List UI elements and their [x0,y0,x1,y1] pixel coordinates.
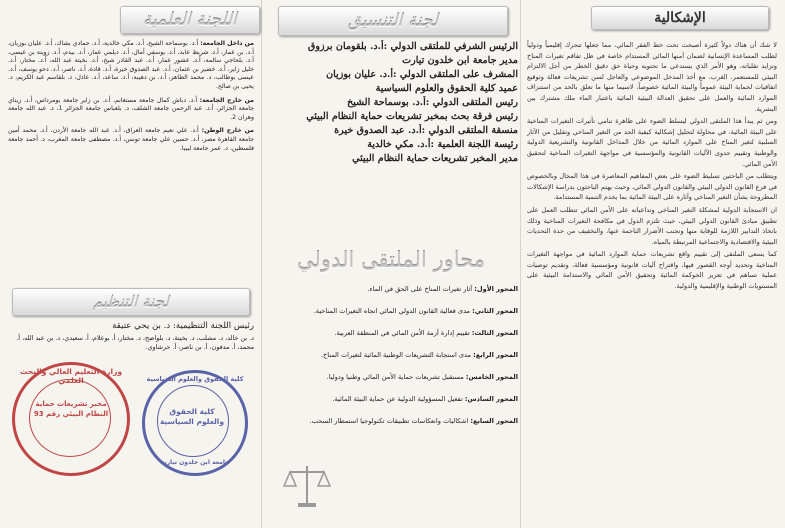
problematic-text [527,40,777,294]
scientific-group [8,97,254,123]
scientific-group-members: أ.د. علي نعيم جامعة العراق، أ.د. عبد الله جامعة الأردن، أ.د. محمد أمين جامعة القاهرة مصر، أ.د. حسين علي جامعة تونس، أ.د. مصطفى جامعة المغرب، د. أحمد جامعة فلسطين، د. عمر جامعة ليبيا. [8,127,254,152]
axis-item [266,416,518,426]
faculty-stamp [142,370,248,476]
stamp-ring-text: كلية الحقوق والعلوم السياسية [146,375,244,383]
organizing-chair: رئيس اللجنة التنظيمية: د. بن يحي عتيقة [112,321,254,331]
axis-item [266,372,518,382]
axes-heading: محاور الملتقى الدولي [297,248,485,272]
coordination-heading: لجنة التنسيق [347,11,439,31]
axes-list [266,284,518,438]
problematic-paragraph: ان الاستجابة الدولية لمشكلة التغير المناخي وتداعياته على الأمن المائي تتطلب العمل على تطبيق مبادئ القانون الدولي البيئي، حيث تلتزم الدول في مكافحة التغيرات المناخية وذلك باتخاذ التدابير اللازمة للوقاية منها وتجنب الأضرار الناجمة عنها، والتخفيف من حدة التحديات البيئية والاقتصادية والاجتماعية المرتبطة بالمياه. [527,205,777,246]
axis-label: المحور الثالث: [471,329,518,337]
coordination-line: مدير المخبر تشريعات حماية النظام البيئي [352,153,518,164]
scientific-heading: اللجنة العلمية [143,10,237,30]
coordination-line: الرئيس الشرفي للملتقى الدولي :أ.د. بلقومان برزوق [307,41,518,52]
coordination-line: المشرف على الملتقى الدولي :أ.د. عليان بوزيان [326,69,518,80]
problematic-paragraph: كما يسعى الملتقى إلى تقييم واقع تشريعات حماية الموارد المائية في مواجهة التغيرات المناخية وتحديد أوجه القصور فيها، واقتراح آليات قانونية ومؤسسية فعالة، وتقديم توصيات عملية تساهم في تعزيز الحوكمة المائية وتحقيق الأمن المائي والاستدامة البيئية على المستويات الوطنية والإقليمية والدولية. [527,250,777,291]
scientific-group-label: من خارج الجامعة: [199,96,255,104]
organizing-committee [8,322,254,352]
axis-label: المحور الرابع: [473,351,518,359]
committees-column [0,0,261,528]
axis-label: المحور الثاني: [472,307,518,315]
axis-text: تفعيل المسؤولية الدولية عن حماية البيئة المائية. [332,395,463,403]
axis-text: تقييم إدارة أزمة الأمن المائي في المنطقة العربية. [334,329,470,337]
scientific-group-label: من داخل الجامعة: [200,40,254,47]
coordination-line: رئيس الملتقى الدولي :أ.د. بوسماحة الشيخ [347,97,518,108]
scientific-group [8,127,254,153]
stamp-center-text: مخبر تشريعات حماية النظام البيئي رقم 93 [33,400,109,418]
axis-label: المحور الخامس: [465,373,518,381]
axis-text: اشكاليات وانعكاسات تطبيقات تكنولوجيا استمطار السحب. [309,417,469,425]
scales-of-justice-icon [282,460,332,510]
axis-item [266,328,518,338]
coordination-line: مدير جامعة ابن خلدون تيارت [402,55,518,66]
problematic-heading: الإشكالية [654,10,706,26]
coordination-line: رئيس فرقة بحث بمخبر تشريعات حماية النظام البيئي [306,111,518,122]
scientific-group-members: أ.د. بوسماحة الشيخ، أ.د. مكي خالدية، أ.د. حمادي بشاك، أ.د. عليان بوزيان، أ.د. بن عمار، أ.د. شريط عابد، أ.د. يوسفي أمال، أ.د. ديلمي عمار، أ.د. بيدم، أ.د. زوينة بن عيسى، أ.د. بلحاجي سالمة، أ.د. عشور عمار، أ.د. عبد القادر شيخ، أ.د. بخيتة عبد الله، أ.د. مختار، أ.د. خليل زاير، أ.د. خضير بن عثمان، أ.د. عبد الصدوق خيرة، أ.د. قادة، أ.د. ناصر، أ.د. دحو يوسف، أ.د. عيسى بوطالب، د. محمد الطاهر، أ.د. بن دهيبة، أ.د. ساعد، أ.د. عادل، د. بلقاسم عبد الكريم، د. يحيى بن صالح. [8,40,254,90]
axis-label: المحور السابع: [470,417,518,425]
problematic-column [521,0,785,528]
axis-label: المحور الأول: [474,285,518,293]
axis-text: مستقبل تشريعات حماية الأمن المائي وطنيا ودوليا. [326,373,464,381]
coordination-list [266,40,518,166]
axis-text: آثار تغيرات المناخ على الحق في الماء. [367,285,473,293]
coordination-heading-box [278,6,508,36]
coordination-line: عميد كلية الحقوق والعلوم السياسية [375,83,518,94]
organizing-heading-box [12,288,250,316]
organizing-heading: لجنة التنظيم [92,293,170,311]
axis-text: مدى استجابة التشريعات الوطنية المائية لتغيرات المناخ. [320,351,472,359]
problematic-heading-box [591,6,769,30]
stamp-center-text: كلية الحقوق والعلوم السياسية [159,407,225,426]
axis-label: المحور السادس: [464,395,518,403]
stamp-bottom-text: جامعة ابن خلدون تيارت [160,459,230,466]
axis-item [266,284,518,294]
axis-item [266,306,518,316]
axis-item [266,350,518,360]
problematic-paragraph: ويتطلب من الباحثين تسليط الضوء على بعض المفاهيم المعاصرة في هذا المجال وبالخصوص في فرع القانون الدولي البيئي والقانون الدولي المائي، وحيث يهتم الباحثون بدراسة الإشكالات المطروحة بشأن التغير المناخي وآثاره على البيئة المائية بما يخدم التنمية المستدامة. [527,172,777,202]
scientific-committee-list [8,40,254,158]
scientific-group [8,40,254,92]
coordination-column [261,0,521,528]
laboratory-stamp [12,362,130,476]
scientific-heading-box [120,6,260,34]
scientific-group-label: من خارج الوطن: [201,127,254,135]
stamp-ring-text: وزارة التعليم العالي والبحث العلمي [19,367,123,385]
axis-text: مدى فعالية القانون الدولي المائي اتجاه التغيرات المناخية. [313,307,471,315]
axis-item [266,394,518,404]
organizing-members: د. بن خالد، د. مشلب، د. بخيتة، د. بلواضح، د. مختار، أ. بوعلام، أ. سعيدي، د. بن عبد الله، أ. محمد، أ. مدفون، أ. بن ناصر، أ. حرشاوي. [16,334,254,351]
problematic-paragraph: ومن ثم يبدأ هذا الملتقى الدولي ليسلط الضوء على ظاهرة تنامي تأثيرات التغيرات المناخية على البيئة المائية، في محاولة لتحليل إشكالية كيفية الحد من التغير المناخي وتقليل من الآثار السلبية لتغير المناخ على الموارد المائية من خلال المداخل القانونية والتشريعية الدولية والوطنية وتقييم جدوى الآليات القانونية والمؤسسية في مواجهة التغيرات المناخية لتحقيق الأمن المائي. [527,117,777,168]
scientific-group-members: أ.د. دباش كمال جامعة مستغانم، أ.د. بن زاير جامعة بومرداس، أ.د. زيناي جامعة الجزائر، أ.د. عبد الرحمن جامعة الشلف، د. بلعباس جامعة الجزائر 1، د. عبد الله جامعة وهران 2. [8,96,254,121]
coordination-line: رئيسة اللجنة العلمية :أ.د. مكي خالدية [367,139,518,150]
problematic-paragraph: لا شك أن هناك دولاً كثيرة أصبحت تحت خط الفقر المائي، مما جعلها تتحرك إقليمياً ودولياً لطلب المساعدة الإنسانية لضمان أمنها المائي المستدام خاصة في ظل تفاقم تغيرات المناخ وتزايد تقلباته، وهو الأمر الذي يستدعي ما تحتويه وحياة حق دقيق الخطر من أجل الالتزام البيئي للمستعمر. الغرب، مع أخذ المدخل الموضوعي والعاجل لسن تشريعات فعالة وتوقيع اتفاقيات لحماية البيئة عموماً والبيئة المائية خصوصاً، لاسيما منها ما تعلق بالحد من استنزاف الموارد المائية والعمل على تحقيق العدالة البيئية المائية باعتبار الماء ملك مشترك بين البشرية. [527,41,777,113]
coordination-line: منسقة الملتقى الدولي :أ.د. عبد الصدوق خيرة [334,125,518,136]
